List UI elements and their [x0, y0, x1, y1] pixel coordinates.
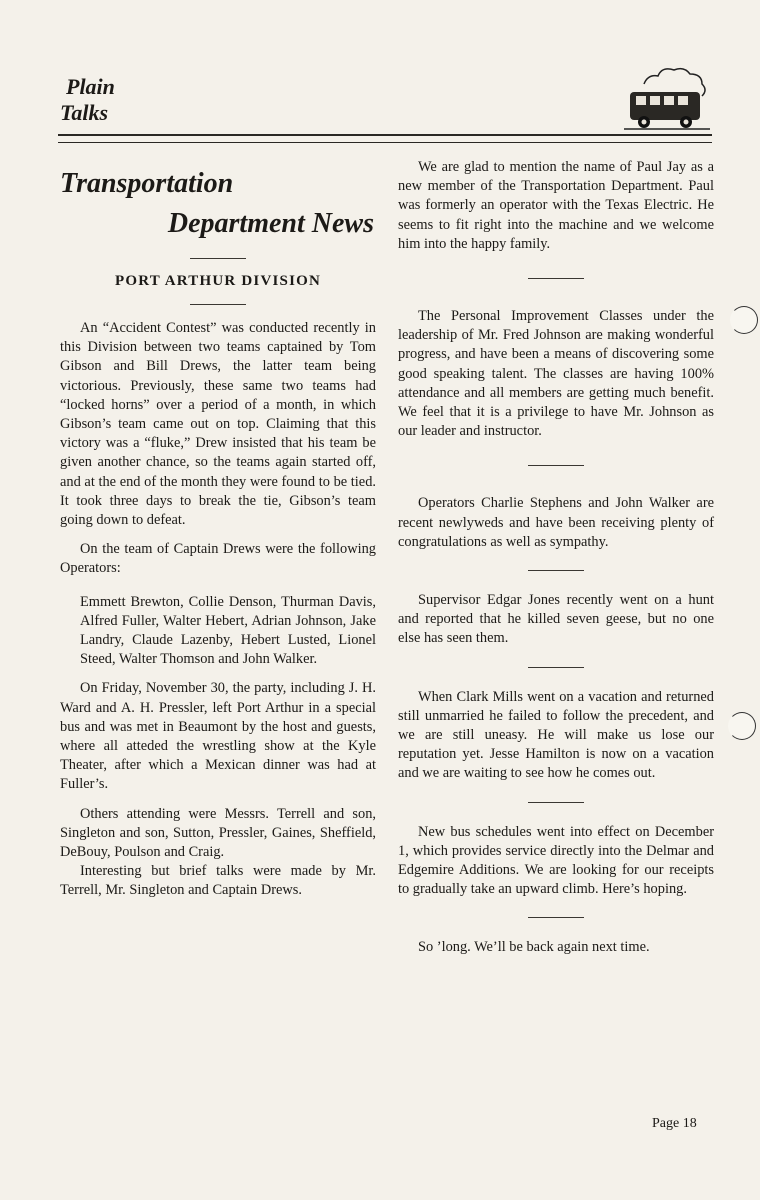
masthead-rule: [58, 134, 712, 143]
paragraph-operator-names: Emmett Brewton, Collie Denson, Thurman Davis, Alfred Fuller, Walter Hebert, Adrian Johnson, Jake Landry, Claude Lazenby, Hebert Lusted, Lionel Steed, Walter Thomson and John Walker.: [80, 593, 376, 668]
divider: [190, 258, 246, 259]
paragraph-friday-party: On Friday, November 30, the party, including J. H. Ward and A. H. Pressler, left Port Arthur in a special bus and was met in Beaumont by the host and guests, where all atteded the wrestling show at the Kyle Theater, after which a Mexican dinner was had at Fuller’s.: [60, 680, 376, 793]
paragraph-team-intro: On the team of Captain Drews were the following Operators:: [60, 541, 376, 577]
article-title-line2: Department News: [167, 208, 374, 239]
paragraph-paul-jay: We are glad to mention the name of Paul Jay as a new member of the Transportation Department. Paul was formerly an operator with the Texas Electric. He seems to fit right into the machine and we welcome him into the happy family.: [398, 159, 714, 252]
paragraph-talks: Interesting but brief talks were made by Mr. Terrell, Mr. Singleton and Captain Drews.: [60, 863, 376, 899]
paragraph-clark-mills: When Clark Mills went on a vacation and returned still unmarried he failed to follow the precedent, and we are still uneasy. He will make us lose our reputation yet. Jesse Hamilton is now on a vacation and we are waiting to see how he comes out.: [398, 688, 714, 782]
divider: [528, 278, 584, 279]
punch-hole: [730, 306, 758, 334]
left-column: [60, 158, 376, 901]
article-title: [60, 164, 376, 244]
masthead-title-line1: Plain: [66, 74, 115, 99]
article-title-line1: Transportation: [60, 168, 234, 199]
page-number: Page 18: [652, 1116, 697, 1131]
divider: [528, 570, 584, 571]
masthead-logo: [60, 74, 115, 126]
punch-hole: [728, 712, 756, 740]
divider: [528, 465, 584, 466]
paragraph-others-attending: Others attending were Messrs. Terrell and son, Singleton and son, Sutton, Pressler, Gaines, Sheffield, DeBouy, Poulson and Craig.: [60, 805, 376, 861]
divider: [190, 304, 246, 305]
paragraph-sign-off: So ’long. We’ll be back again next time.: [418, 939, 650, 956]
paragraph-improvement-classes: The Personal Improvement Classes under the leadership of Mr. Fred Johnson are making wonderful progress, and have been a means of discovering some good speaking talent. The classes are having 100% attendance and all members are getting much benefit. We feel that it is a privilege to have Mr. Johnson as our leader and instructor.: [398, 308, 714, 440]
paragraph-geese-hunt: Supervisor Edgar Jones recently went on a hunt and reported that he killed seven geese, but no one else has seen them.: [398, 592, 714, 647]
bus-icon: [622, 62, 712, 134]
paragraph-bus-schedules: New bus schedules went into effect on December 1, which provides service directly into the Delmar and Edgemire Additions. We are looking for our receipts to gradually take an upward climb. Here’s hoping.: [398, 823, 714, 898]
divider: [528, 667, 584, 668]
paragraph-newlyweds: Operators Charlie Stephens and John Walker are recent newlyweds and have been receiving plenty of congratulations as well as sympathy.: [398, 495, 714, 550]
right-column: [398, 158, 714, 958]
division-heading: PORT ARTHUR DIVISION: [114, 273, 322, 289]
paragraph-accident-contest: An “Accident Contest” was conducted recently in this Division between two teams captained by Tom Gibson and Bill Drews, the latter team being victorious. Previously, these same two teams had “locked horns” over a period of a month, in which Gibson’s team came out on top. Claiming that this victory was a “fluke,” Drew insisted that his team be given another chance, so the teams again started off, and at the end of the month they were found to be tied. It took three days to break the tie, Gibson’s team going down to defeat.: [60, 320, 376, 529]
divider: [528, 917, 584, 918]
masthead-title-line2: Talks: [60, 100, 109, 125]
divider: [528, 802, 584, 803]
